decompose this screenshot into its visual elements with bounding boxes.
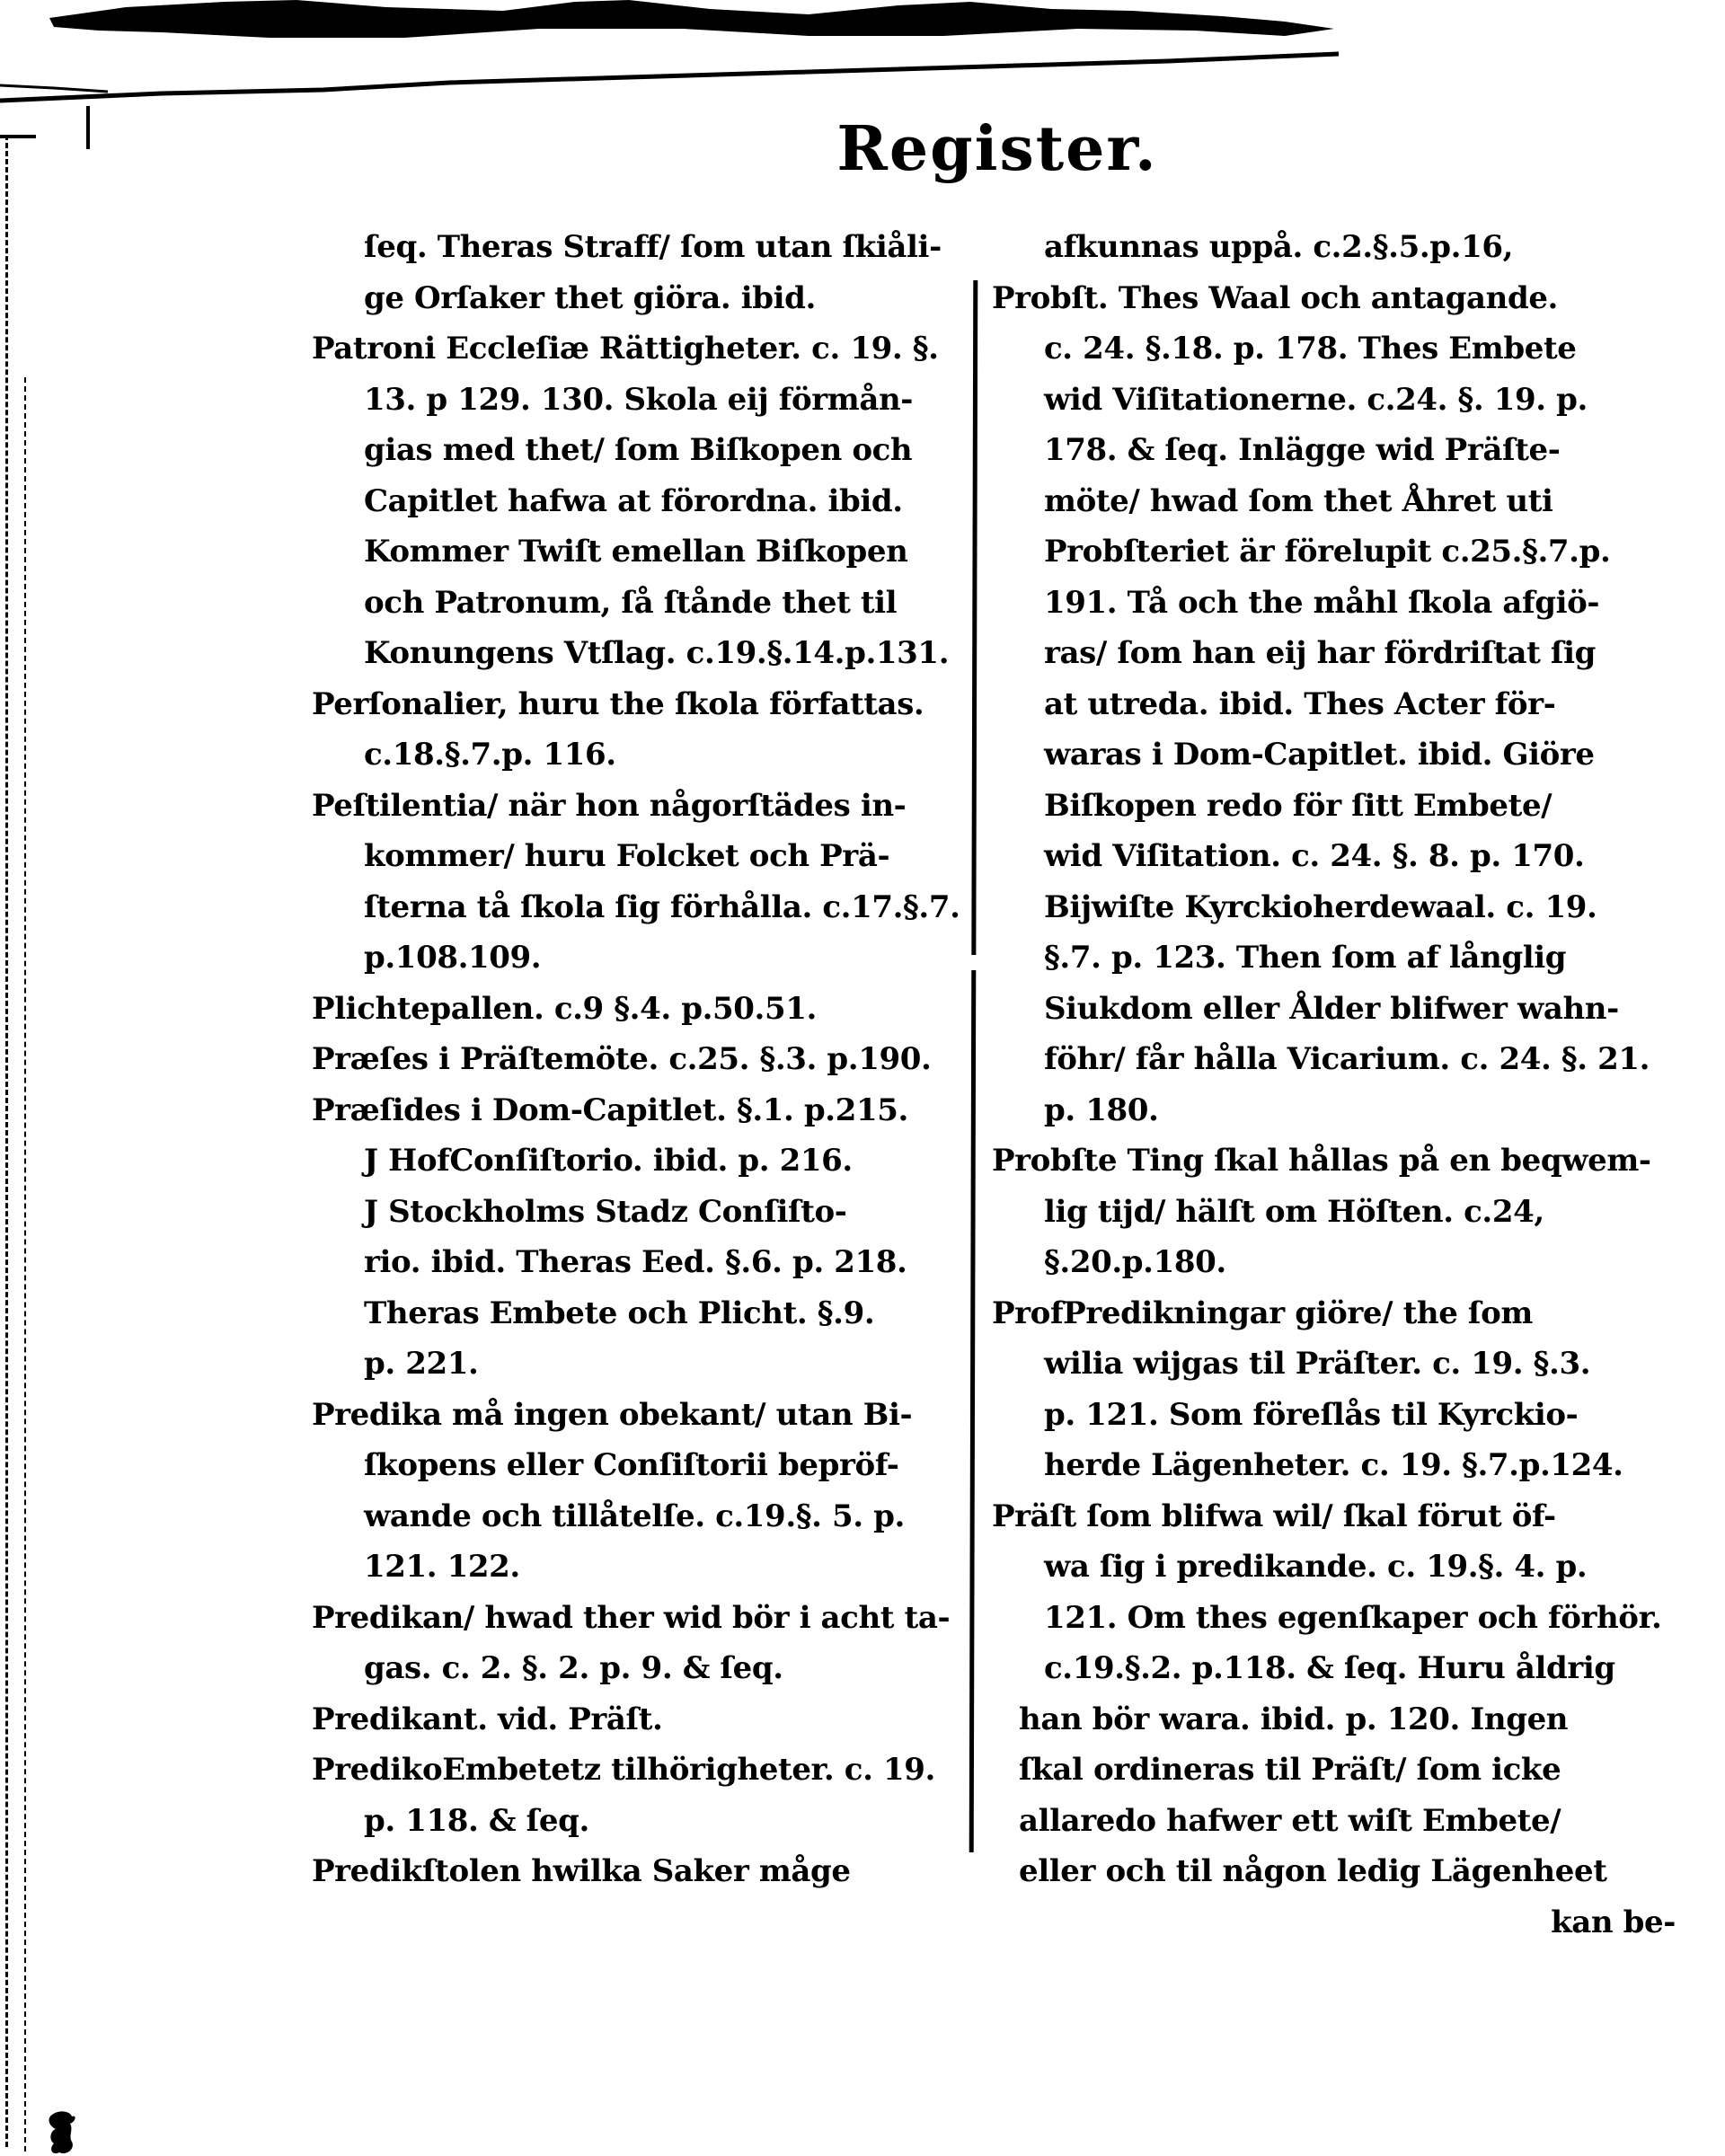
index-line: p. 180. xyxy=(1044,1091,1159,1128)
index-line: ſkal ordineras til Präſt/ ſom icke xyxy=(1019,1752,1561,1788)
index-line: wid Viſitation. c. 24. §. 8. p. 170. xyxy=(1044,838,1585,874)
index-line: Præſes i Präſtemöte. c.25. §.3. p.190. xyxy=(312,1041,932,1077)
index-line: J Stockholms Stadz Conſiſto- xyxy=(364,1193,847,1230)
column-divider-rule-gap xyxy=(968,955,979,970)
index-line: Probſte Ting ſkal hållas på en beqwem- xyxy=(992,1143,1651,1179)
index-line: wilia wijgas til Präſter. c. 19. §.3. xyxy=(1044,1346,1591,1382)
index-line: p. 121. Som föreſlås til Kyrckio- xyxy=(1044,1396,1579,1433)
index-line: §.7. p. 123. Then ſom af långlig xyxy=(1044,940,1567,976)
index-line: ſkopens eller Conſiſtorii bepröf- xyxy=(364,1447,899,1483)
index-line: 121. Om thes egenſkaper och förhör. xyxy=(1044,1599,1662,1636)
index-line: Predikant. vid. Präſt. xyxy=(312,1701,663,1737)
index-line: allaredo hafwer ett wiſt Embete/ xyxy=(1019,1802,1561,1839)
index-line: c.19.§.2. p.118. & ſeq. Huru åldrig xyxy=(1044,1650,1615,1686)
index-line: Præſides i Dom-Capitlet. §.1. p.215. xyxy=(312,1091,908,1128)
index-line: PredikoEmbetetz tilhörigheter. c. 19. xyxy=(312,1752,935,1788)
index-line: Siukdom eller Ålder blifwer wahn- xyxy=(1044,990,1619,1027)
index-line: Konungens Vtſlag. c.19.§.14.p.131. xyxy=(364,635,950,671)
index-line: Biſkopen redo för ſitt Embete/ xyxy=(1044,787,1552,824)
index-line: herde Lägenheter. c. 19. §.7.p.124. xyxy=(1044,1447,1623,1483)
index-line: wid Viſitationerne. c.24. §. 19. p. xyxy=(1044,381,1588,418)
index-line: Probſt. Thes Waal och antagande. xyxy=(992,279,1558,316)
index-line: ſterna tå ſkola ſig förhålla. c.17.§.7. xyxy=(364,888,960,925)
index-line: afkunnas uppå. c.2.§.5.p.16, xyxy=(1044,229,1514,265)
index-line: ge Orſaker thet giöra. ibid. xyxy=(364,279,816,316)
index-line: Peſtilentia/ när hon någorſtädes in- xyxy=(312,787,907,824)
index-line: kan be- xyxy=(1551,1904,1676,1940)
index-line: ras/ ſom han eij har fördriſtat ſig xyxy=(1044,635,1596,671)
scan-artifact-left-edge-line-inner xyxy=(24,377,26,2152)
index-line: 191. Tå och the måhl ſkola afgiö- xyxy=(1044,584,1600,621)
index-line: c. 24. §.18. p. 178. Thes Embete xyxy=(1044,331,1577,367)
index-line: wande och tillåtelſe. c.19.§. 5. p. xyxy=(364,1498,905,1534)
index-line: han bör wara. ibid. p. 120. Ingen xyxy=(1019,1701,1569,1737)
index-line: och Patronum, ſå ſtånde thet til xyxy=(364,584,898,621)
index-line: Plichtepallen. c.9 §.4. p.50.51. xyxy=(312,990,817,1027)
scan-artifact-left-edge-line xyxy=(5,135,8,2147)
index-line: wa ſig i predikande. c. 19.§. 4. p. xyxy=(1044,1549,1588,1585)
index-line: §.20.p.180. xyxy=(1044,1244,1226,1280)
index-column-right xyxy=(992,222,1688,1948)
index-line: lig tijd/ hälſt om Höſten. c.24, xyxy=(1044,1193,1544,1230)
index-line: waras i Dom-Capitlet. ibid. Giöre xyxy=(1044,737,1595,773)
index-line: Probſteriet är förelupit c.25.§.7.p. xyxy=(1044,534,1611,570)
scan-artifact-ink-blot xyxy=(36,2109,99,2156)
index-line: c.18.§.7.p. 116. xyxy=(364,737,616,773)
index-line: Kommer Twiſt emellan Biſkopen xyxy=(364,534,908,570)
index-line: föhr/ får hålla Vicarium. c. 24. §. 21. xyxy=(1044,1041,1650,1077)
index-line: möte/ hwad ſom thet Åhret uti xyxy=(1044,482,1553,519)
index-line: ProfPredikningar giöre/ the ſom xyxy=(992,1294,1533,1331)
index-line: Theras Embete och Plicht. §.9. xyxy=(364,1294,875,1331)
page-title: Register. xyxy=(836,113,1158,185)
index-line: eller och til någon ledig Lägenheet xyxy=(1019,1853,1607,1889)
index-line: gias med thet/ ſom Biſkopen och xyxy=(364,432,913,468)
index-line: Patroni Eccleſiæ Rättigheter. c. 19. §. xyxy=(312,331,939,367)
index-line: 13. p 129. 130. Skola eij förmån- xyxy=(364,381,914,418)
index-line: Bijwiſte Kyrckioherdewaal. c. 19. xyxy=(1044,888,1597,925)
index-line: rio. ibid. Theras Eed. §.6. p. 218. xyxy=(364,1244,907,1280)
index-line: 178. & ſeq. Inlägge wid Präſte- xyxy=(1044,432,1561,468)
index-line: Capitlet hafwa at förordna. ibid. xyxy=(364,482,903,519)
index-line: 121. 122. xyxy=(364,1549,520,1585)
index-line: J HofConſiſtorio. ibid. p. 216. xyxy=(364,1143,853,1179)
index-line: Predikſtolen hwilka Saker måge xyxy=(312,1853,851,1889)
index-line: Präſt ſom blifwa wil/ ſkal förut öf- xyxy=(992,1498,1556,1534)
index-line: at utreda. ibid. Thes Acter för- xyxy=(1044,685,1556,722)
index-line: p. 221. xyxy=(364,1346,479,1382)
index-line: gas. c. 2. §. 2. p. 9. & ſeq. xyxy=(364,1650,783,1686)
index-line: Perſonalier, huru the ſkola författas. xyxy=(312,685,924,722)
index-line: Predika må ingen obekant/ utan Bi- xyxy=(312,1396,913,1433)
index-line: ſeq. Theras Straff/ ſom utan ſkiåli- xyxy=(364,229,942,265)
index-line: kommer/ huru Folcket och Prä- xyxy=(364,838,890,874)
index-line: Predikan/ hwad ther wid bör i acht ta- xyxy=(312,1599,951,1636)
index-line: p. 118. & ſeq. xyxy=(364,1802,589,1839)
index-column-left xyxy=(312,222,972,1897)
index-line: p.108.109. xyxy=(364,940,542,976)
